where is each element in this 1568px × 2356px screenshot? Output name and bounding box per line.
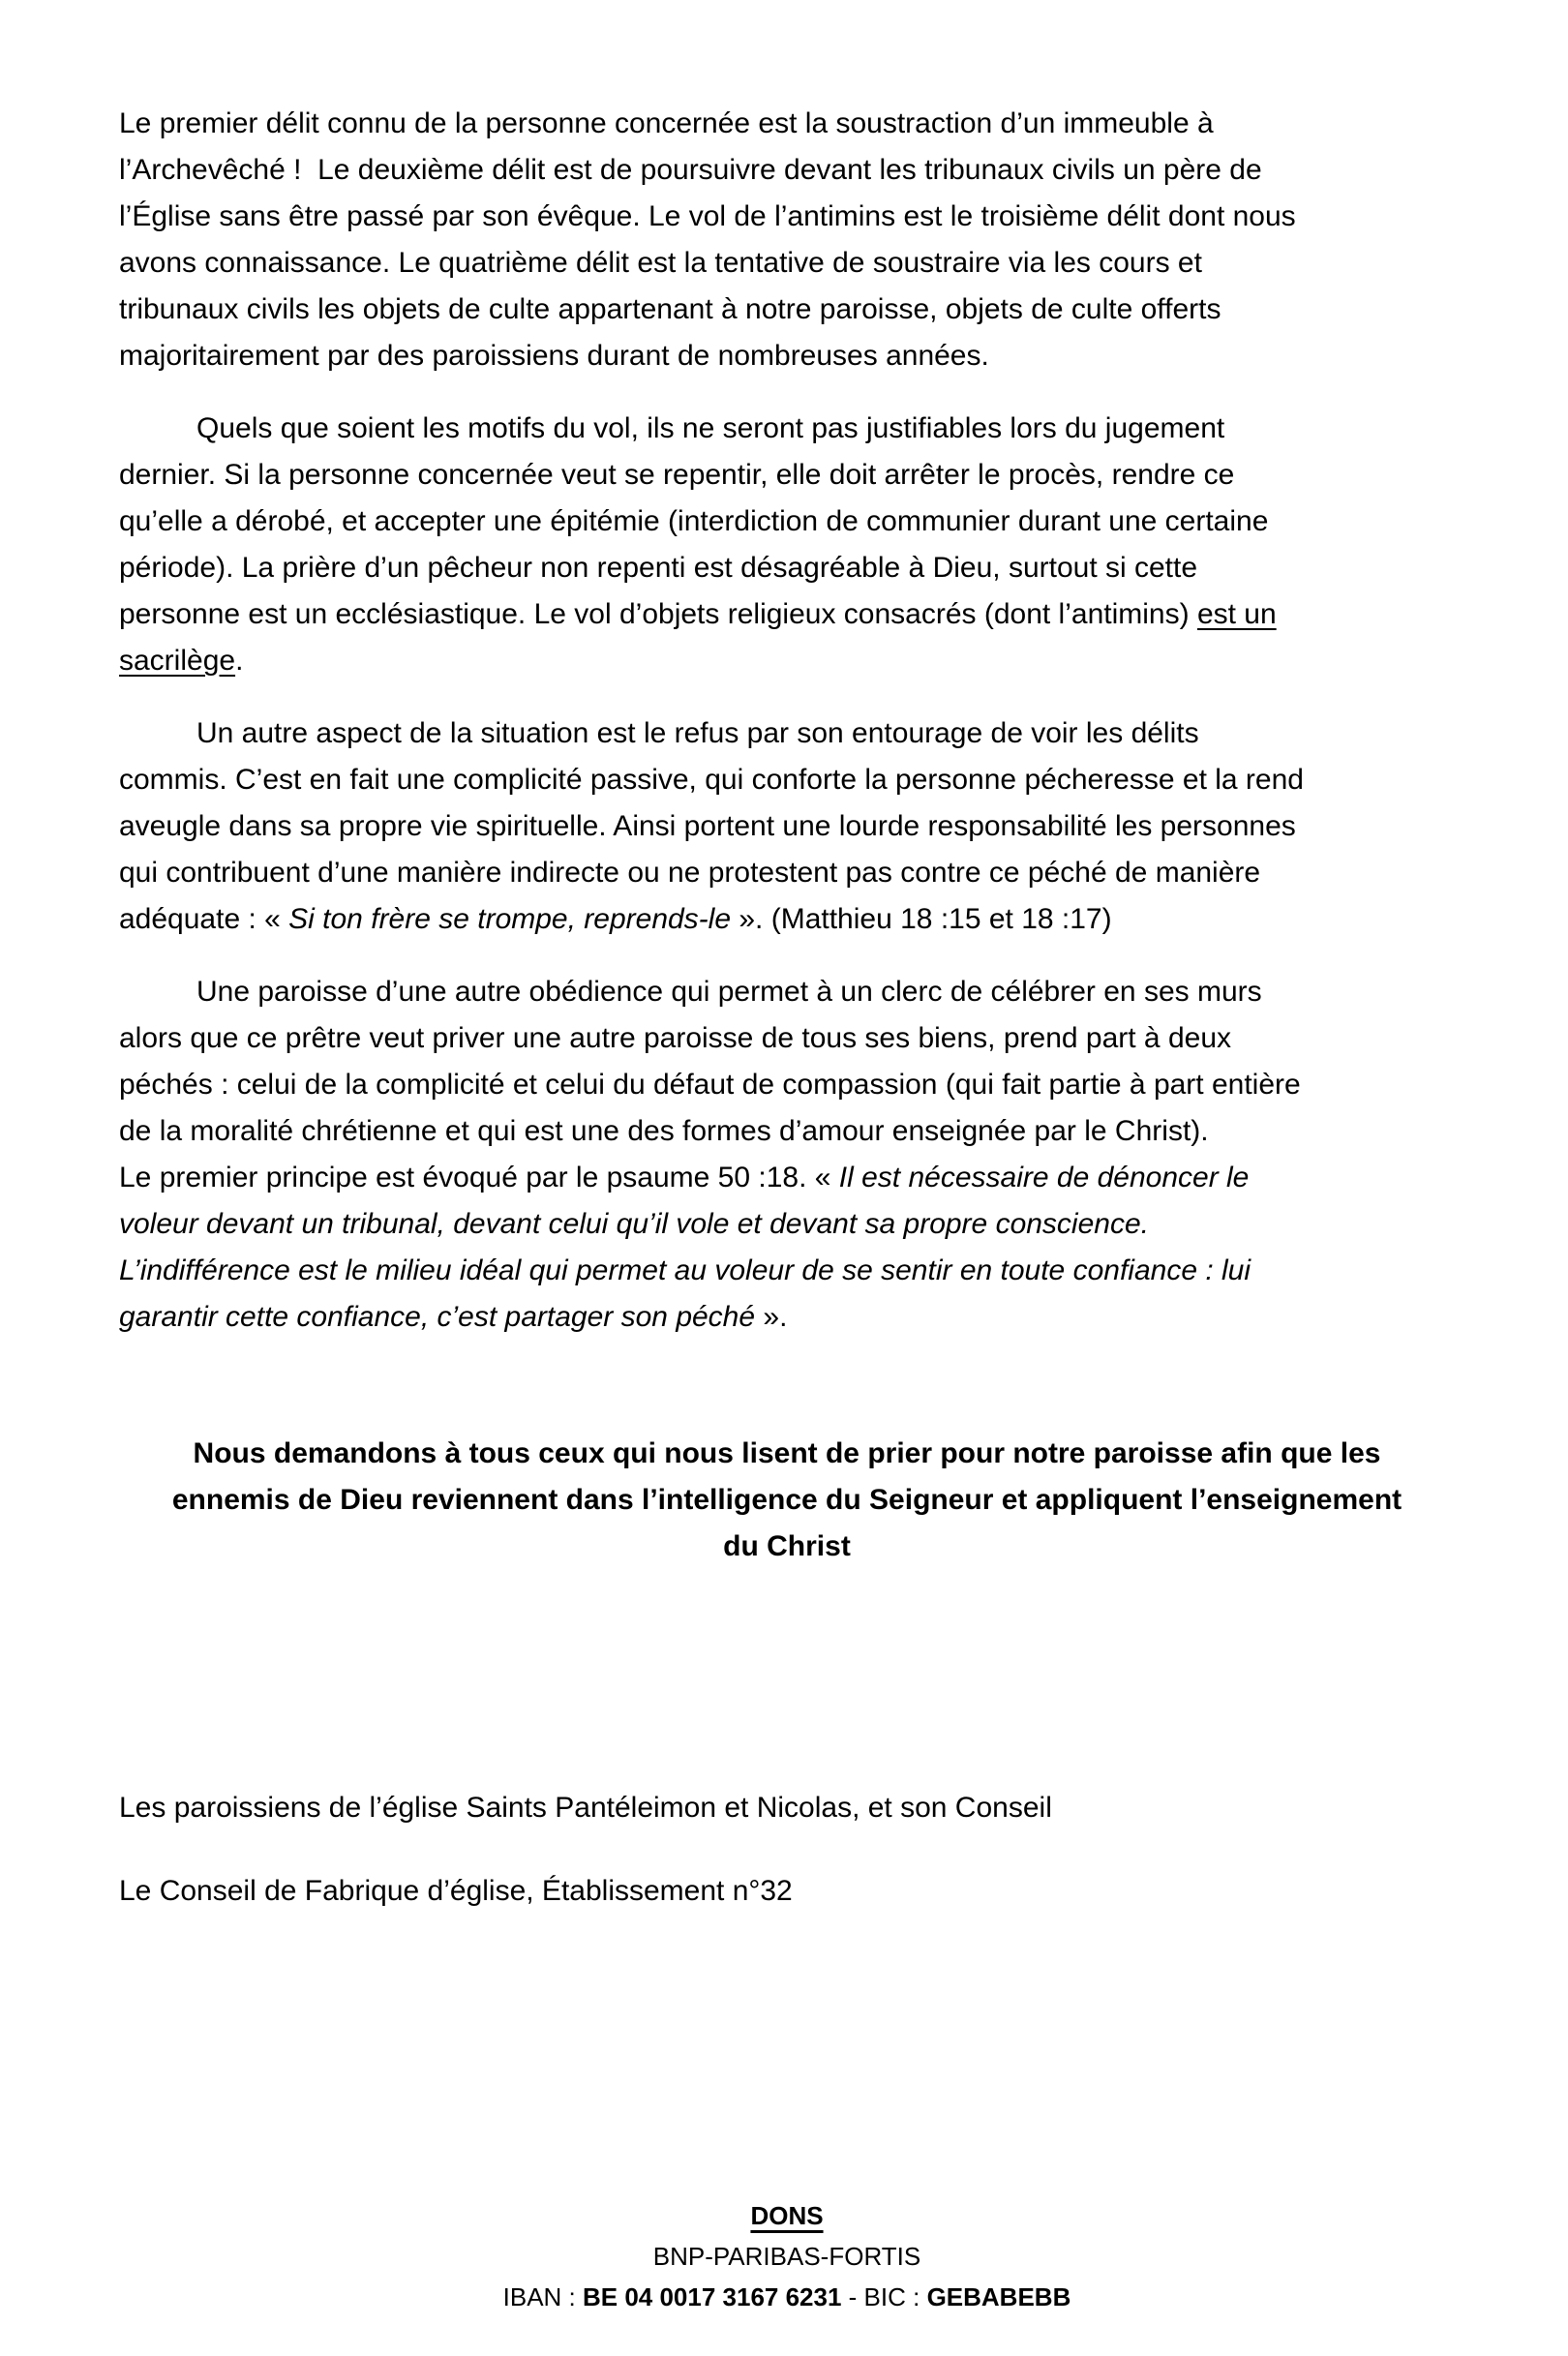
text-line [119, 1868, 1455, 1915]
signature-council [119, 1868, 1455, 1915]
text-line [119, 591, 1455, 638]
text-segment: Le premier délit connu de la personne concernée est la soustraction d’un immeuble à [119, 107, 1214, 139]
paragraph-repentance [119, 406, 1455, 684]
text-line [119, 803, 1455, 850]
text-segment: dernier. Si la personne concernée veut se repentir, elle doit arrêter le procès, rendre ce [119, 459, 1235, 491]
bic-label: - BIC : [841, 2282, 927, 2311]
text-segment: Si ton frère se trompe, reprends-le [288, 903, 732, 935]
text-line [119, 850, 1455, 896]
text-segment: aveugle dans sa propre vie spirituelle. Ainsi portent une lourde responsabilité les personnes [119, 810, 1296, 842]
text-line [119, 1294, 1455, 1341]
text-segment: Une paroisse d’une autre obédience qui permet à un clerc de célébrer en ses murs [196, 976, 1262, 1008]
bank-name: BNP-PARIBAS-FORTIS [652, 2242, 921, 2271]
text-line [119, 896, 1455, 943]
donations-title: DONS [750, 2201, 824, 2230]
donations-footer [119, 2195, 1455, 2317]
text-segment: Les paroissiens de l’église Saints Pantéleimon et Nicolas, et son Conseil [119, 1792, 1052, 1824]
text-segment: est un [1196, 598, 1277, 630]
text-line [119, 1201, 1455, 1248]
text-line [119, 1248, 1455, 1294]
text-segment: commis. C’est en fait une complicité passive, qui conforte la personne pécheresse et la rend [119, 764, 1304, 796]
text-segment: Il est nécessaire de dénoncer le [838, 1162, 1250, 1193]
text-line [119, 1524, 1455, 1570]
text-line [119, 452, 1455, 498]
text-line [119, 101, 1455, 147]
text-segment: Le premier principe est évoqué par le psaume 50 :18. « [119, 1162, 839, 1193]
text-segment: de la moralité chrétienne et qui est une des formes d’amour enseignée par le Christ). [119, 1115, 1209, 1147]
text-segment: Quels que soient les motifs du vol, ils ne seront pas justifiables lors du jugement [196, 412, 1225, 444]
iban-value: BE 04 0017 3167 6231 [582, 2282, 842, 2311]
text-segment: Nous demandons à tous ceux qui nous lisent de prier pour notre paroisse afin que les [193, 1437, 1381, 1469]
text-line [119, 1015, 1455, 1062]
text-line [119, 1108, 1455, 1155]
text-line [119, 287, 1455, 333]
text-line [119, 333, 1455, 379]
text-segment: adéquate : « [119, 903, 289, 935]
text-segment: alors que ce prêtre veut priver une autre paroisse de tous ses biens, prend part à deux [119, 1022, 1232, 1054]
text-line [119, 1431, 1455, 1477]
paragraph-first-offences [119, 101, 1455, 379]
donations-title-line [119, 2195, 1455, 2236]
text-segment: ». (Matthieu 18 :15 et 18 :17) [731, 903, 1112, 935]
paragraph-prayer-request [119, 1431, 1455, 1570]
text-segment: Un autre aspect de la situation est le refus par son entourage de voir les délits [196, 717, 1199, 749]
text-line [119, 545, 1455, 591]
signature-parishioners [119, 1785, 1455, 1831]
text-segment: ennemis de Dieu reviennent dans l’intelligence du Seigneur et appliquent l’enseignement [171, 1484, 1402, 1516]
bic-value: GEBABEBB [926, 2282, 1071, 2311]
paragraph-entourage-complicity [119, 710, 1455, 943]
text-segment: péchés : celui de la complicité et celui du défaut de compassion (qui fait partie à part entière [119, 1069, 1301, 1101]
text-segment: personne est un ecclésiastique. Le vol d’objets religieux consacrés (dont l’antimins) [119, 598, 1197, 630]
text-segment: période). La prière d’un pêcheur non repenti est désagréable à Dieu, surtout si cette [119, 552, 1198, 584]
text-segment: avons connaissance. Le quatrième délit est la tentative de soustraire via les cours et [119, 247, 1202, 279]
text-line [119, 194, 1455, 240]
text-segment: . [235, 645, 244, 677]
text-line [119, 147, 1455, 194]
document-content [119, 0, 1455, 2317]
text-segment: qu’elle a dérobé, et accepter une épitémie (interdiction de communier durant une certaine [119, 505, 1269, 537]
text-segment: du Christ [723, 1530, 851, 1562]
text-segment: sacrilège [119, 645, 236, 677]
text-line [119, 757, 1455, 803]
text-line [119, 1155, 1455, 1201]
text-line [119, 1785, 1455, 1831]
text-segment: L’indifférence est le milieu idéal qui permet au voleur de se sentir en toute confiance : lui [119, 1254, 1251, 1286]
iban-label: IBAN : [502, 2282, 583, 2311]
text-segment: majoritairement par des paroissiens durant de nombreuses années. [119, 340, 989, 372]
text-segment: Le Conseil de Fabrique d’église, Établissement n°32 [119, 1875, 793, 1907]
text-segment: voleur devant un tribunal, devant celui qu’il vole et devant sa propre conscience. [119, 1208, 1149, 1240]
text-segment: ». [755, 1301, 788, 1333]
text-line [119, 1062, 1455, 1108]
text-line [119, 969, 1455, 1015]
bank-details [119, 2277, 1455, 2317]
paragraph-other-parish [119, 969, 1455, 1341]
text-segment: qui contribuent d’une manière indirecte ou ne protestent pas contre ce péché de manière [119, 857, 1261, 889]
text-segment: tribunaux civils les objets de culte appartenant à notre paroisse, objets de culte offerts [119, 293, 1221, 325]
text-segment: l’Archevêché ! Le deuxième délit est de poursuivre devant les tribunaux civils un père de [119, 154, 1262, 186]
text-segment: l’Église sans être passé par son évêque. Le vol de l’antimins est le troisième délit dont nous [119, 200, 1296, 232]
text-line [119, 710, 1455, 757]
text-line [119, 638, 1455, 684]
text-line [119, 240, 1455, 287]
text-line [119, 1477, 1455, 1524]
text-segment: garantir cette confiance, c’est partager son péché [119, 1301, 756, 1333]
text-line [119, 498, 1455, 545]
text-line [119, 406, 1455, 452]
